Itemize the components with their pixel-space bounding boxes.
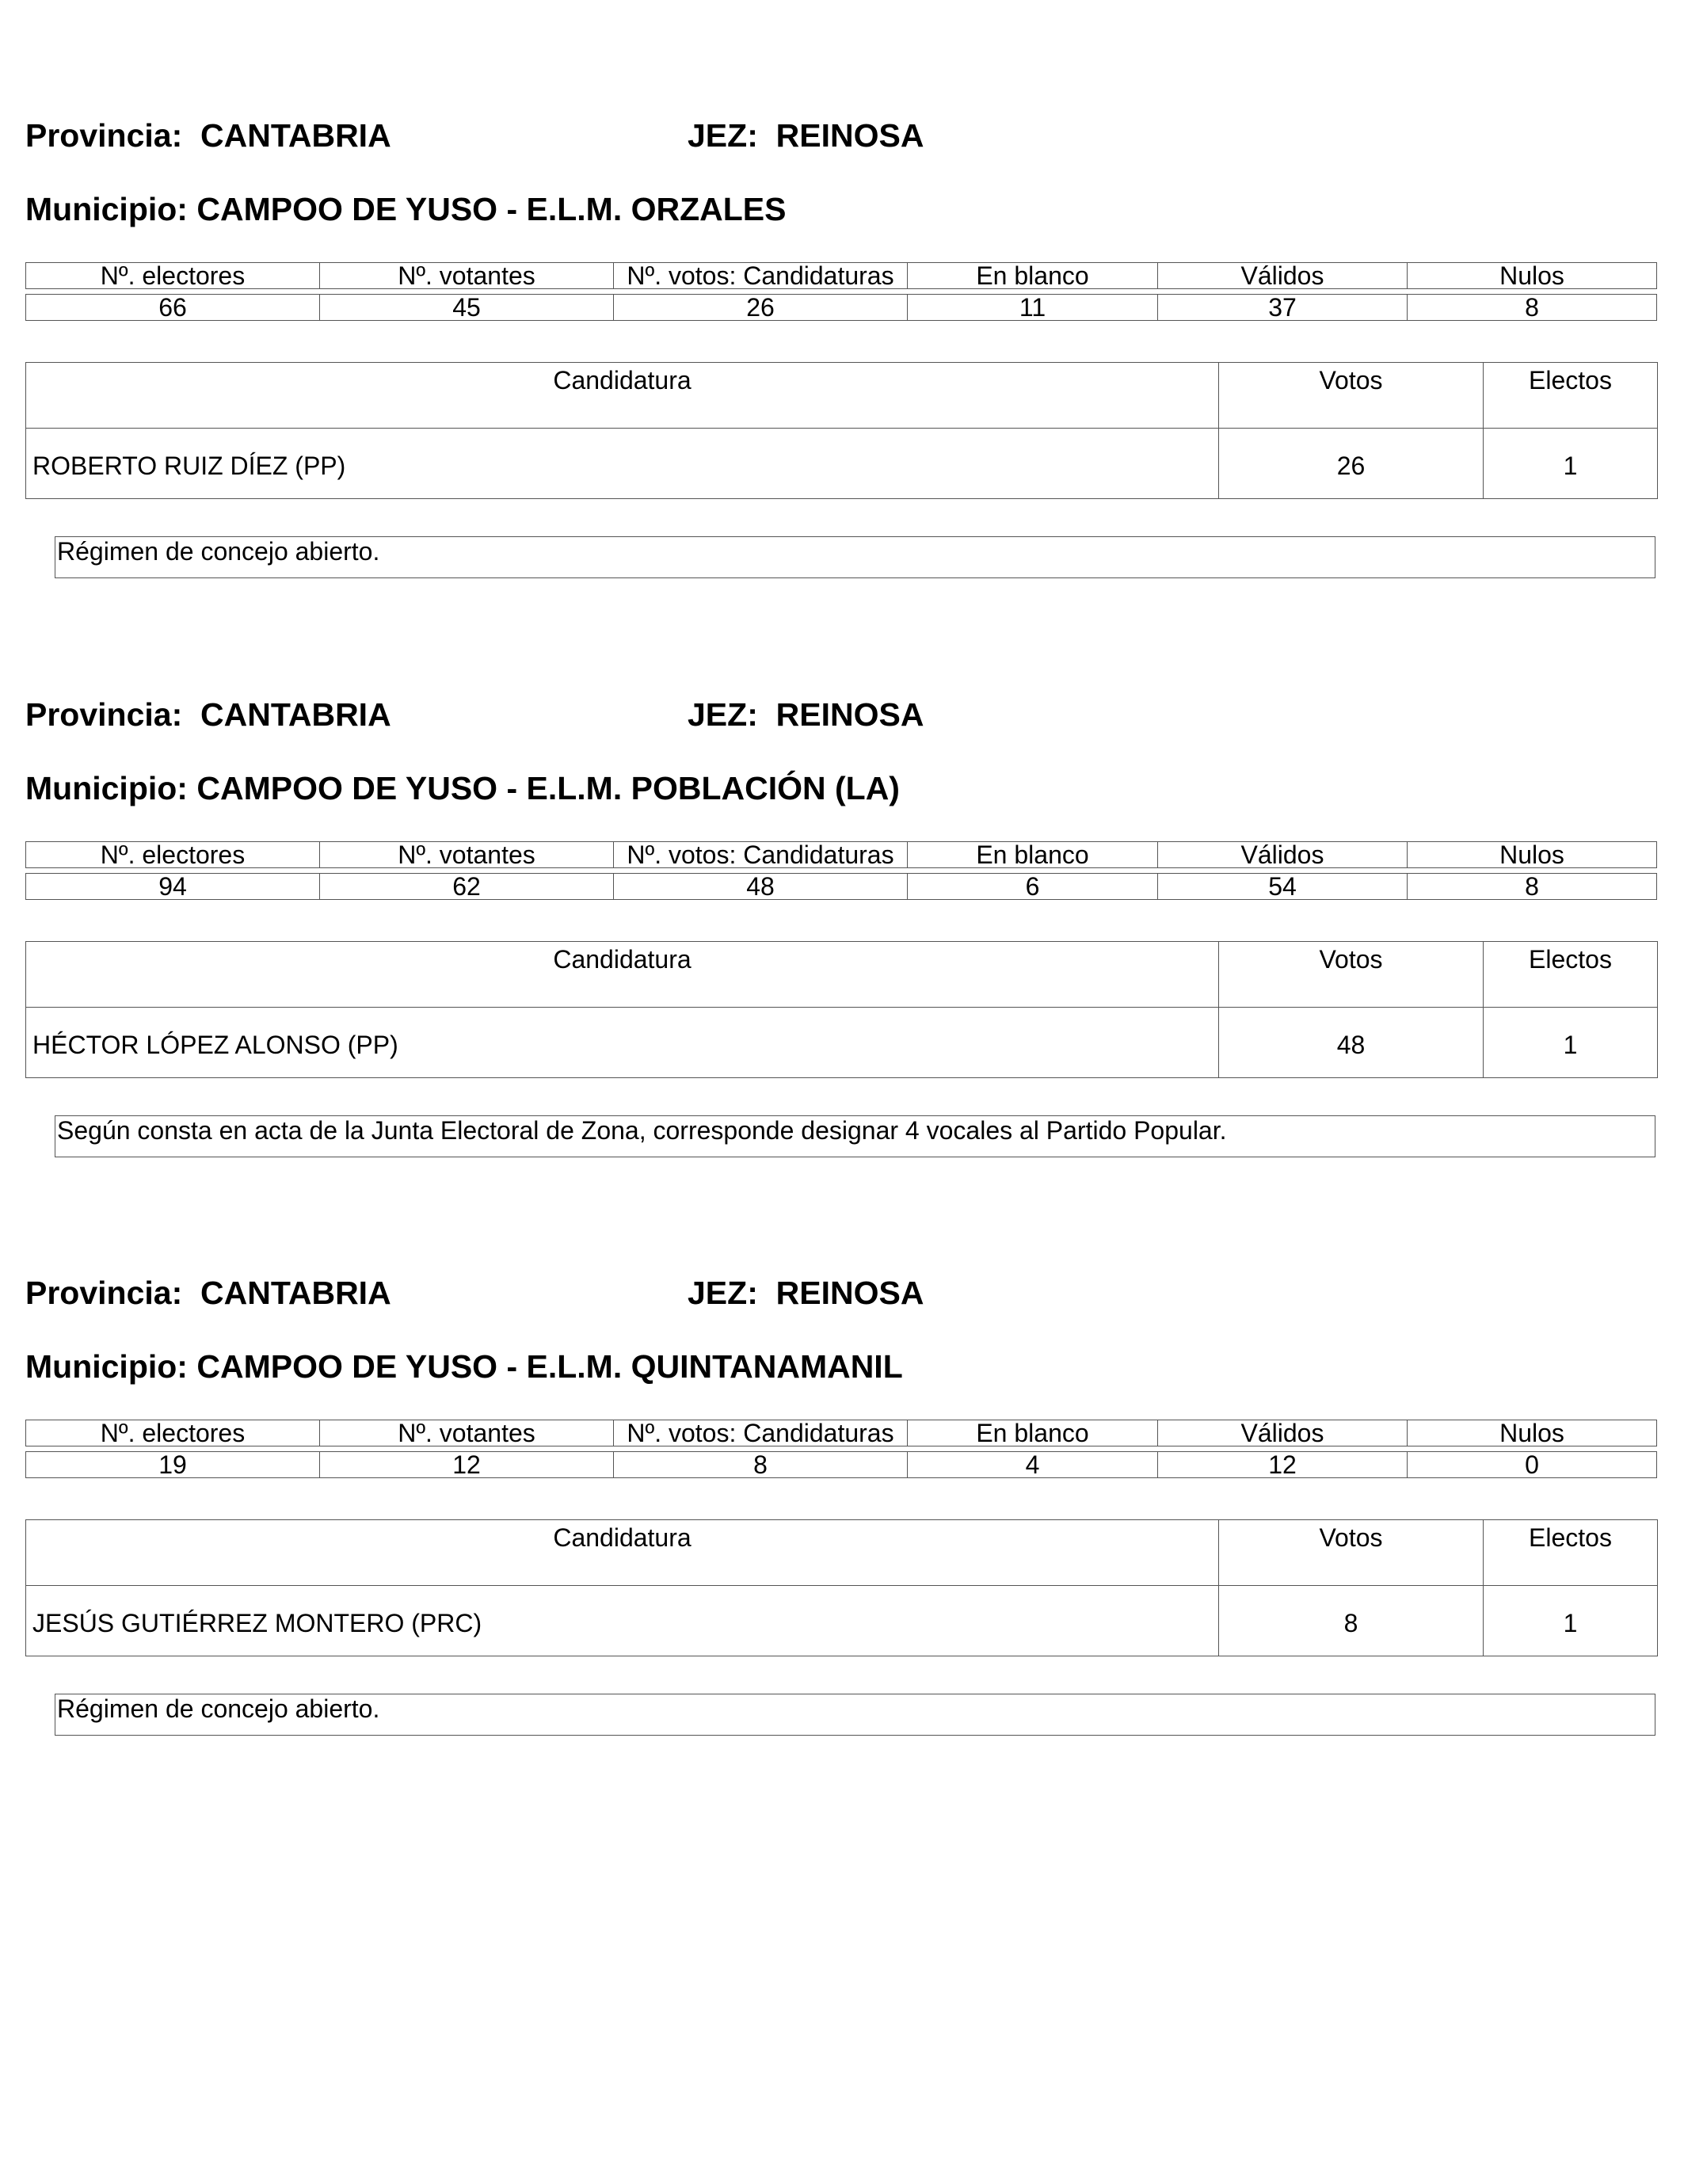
- stats-table: [25, 1415, 1657, 1483]
- stats-header-cell: En blanco: [907, 841, 1157, 868]
- stats-table: [25, 837, 1657, 905]
- stats-value-cell: 0: [1407, 1451, 1657, 1478]
- votos-header: Votos: [1219, 363, 1484, 429]
- municipio-heading: Municipio: CAMPOO DE YUSO - E.L.M. POBLACIÓN (LA): [25, 770, 900, 806]
- candidate-row: [26, 1586, 1658, 1656]
- province-heading: Provincia: CANTABRIA: [25, 117, 391, 154]
- stats-value-cell: 54: [1157, 873, 1407, 900]
- stats-header-cell: Nulos: [1407, 841, 1657, 868]
- note-box: Régimen de concejo abierto.: [55, 1694, 1655, 1736]
- stats-value-row: [25, 1451, 1657, 1478]
- candidates-table: [25, 1519, 1658, 1656]
- province-heading: Provincia: CANTABRIA: [25, 1275, 391, 1311]
- stats-header-cell: Nº. votos: Candidaturas: [613, 841, 907, 868]
- stats-header-row: [25, 1420, 1657, 1446]
- candidate-row: [26, 1008, 1658, 1078]
- jez-heading: JEZ: REINOSA: [688, 696, 924, 733]
- stats-value-cell: 4: [907, 1451, 1157, 1478]
- stats-value-cell: 8: [1407, 294, 1657, 321]
- candidate-votos: 8: [1219, 1586, 1484, 1656]
- province-heading: Provincia: CANTABRIA: [25, 696, 391, 733]
- jez-heading: JEZ: REINOSA: [688, 117, 924, 154]
- candidate-name: JESÚS GUTIÉRREZ MONTERO (PRC): [26, 1586, 1219, 1656]
- election-section: [25, 111, 1657, 566]
- stats-header-cell: Nº. electores: [25, 262, 319, 289]
- votos-header: Votos: [1219, 1520, 1484, 1586]
- stats-table: [25, 257, 1657, 326]
- electos-header: Electos: [1484, 942, 1658, 1008]
- stats-value-cell: 6: [907, 873, 1157, 900]
- stats-header-cell: Nº. electores: [25, 1420, 319, 1446]
- electos-header: Electos: [1484, 363, 1658, 429]
- stats-value-cell: 45: [319, 294, 613, 321]
- stats-header-cell: Nº. votos: Candidaturas: [613, 1420, 907, 1446]
- stats-header-cell: En blanco: [907, 262, 1157, 289]
- municipio-heading: Municipio: CAMPOO DE YUSO - E.L.M. ORZALES: [25, 191, 787, 227]
- candidates-table: [25, 941, 1658, 1078]
- candidatura-header: Candidatura: [26, 1520, 1219, 1586]
- stats-value-cell: 12: [1157, 1451, 1407, 1478]
- stats-value-cell: 8: [1407, 873, 1657, 900]
- stats-header-cell: Nº. votos: Candidaturas: [613, 262, 907, 289]
- note-box: Según consta en acta de la Junta Electoral de Zona, corresponde designar 4 vocales al Partido Popular.: [55, 1115, 1655, 1157]
- stats-value-cell: 19: [25, 1451, 319, 1478]
- stats-value-cell: 11: [907, 294, 1157, 321]
- candidatura-header: Candidatura: [26, 363, 1219, 429]
- stats-header-row: [25, 841, 1657, 868]
- stats-value-cell: 37: [1157, 294, 1407, 321]
- municipio-heading: Municipio: CAMPOO DE YUSO - E.L.M. QUINTANAMANIL: [25, 1348, 903, 1385]
- electos-header: Electos: [1484, 1520, 1658, 1586]
- votos-header: Votos: [1219, 942, 1484, 1008]
- stats-header-cell: Nº. electores: [25, 841, 319, 868]
- stats-header-cell: Nulos: [1407, 262, 1657, 289]
- stats-header-row: [25, 262, 1657, 289]
- stats-value-cell: 62: [319, 873, 613, 900]
- stats-value-row: [25, 873, 1657, 900]
- jez-heading: JEZ: REINOSA: [688, 1275, 924, 1311]
- stats-value-cell: 66: [25, 294, 319, 321]
- candidate-votos: 26: [1219, 429, 1484, 499]
- stats-header-cell: Nº. votantes: [319, 262, 613, 289]
- candidates-header-row: [26, 363, 1658, 429]
- candidatura-header: Candidatura: [26, 942, 1219, 1008]
- stats-value-cell: 26: [613, 294, 907, 321]
- stats-header-cell: Válidos: [1157, 262, 1407, 289]
- election-section: [25, 1268, 1657, 1723]
- candidate-electos: 1: [1484, 1586, 1658, 1656]
- candidate-row: [26, 429, 1658, 499]
- stats-header-cell: Nº. votantes: [319, 1420, 613, 1446]
- stats-value-row: [25, 294, 1657, 321]
- candidate-name: ROBERTO RUIZ DÍEZ (PP): [26, 429, 1219, 499]
- candidate-electos: 1: [1484, 1008, 1658, 1078]
- stats-value-cell: 94: [25, 873, 319, 900]
- stats-value-cell: 12: [319, 1451, 613, 1478]
- stats-header-cell: En blanco: [907, 1420, 1157, 1446]
- candidate-votos: 48: [1219, 1008, 1484, 1078]
- candidates-header-row: [26, 1520, 1658, 1586]
- stats-header-cell: Nulos: [1407, 1420, 1657, 1446]
- stats-value-cell: 8: [613, 1451, 907, 1478]
- candidates-header-row: [26, 942, 1658, 1008]
- candidates-table: [25, 362, 1658, 499]
- stats-header-cell: Válidos: [1157, 1420, 1407, 1446]
- candidate-electos: 1: [1484, 429, 1658, 499]
- stats-header-cell: Válidos: [1157, 841, 1407, 868]
- candidate-name: HÉCTOR LÓPEZ ALONSO (PP): [26, 1008, 1219, 1078]
- stats-value-cell: 48: [613, 873, 907, 900]
- election-section: [25, 690, 1657, 1145]
- stats-header-cell: Nº. votantes: [319, 841, 613, 868]
- note-box: Régimen de concejo abierto.: [55, 536, 1655, 578]
